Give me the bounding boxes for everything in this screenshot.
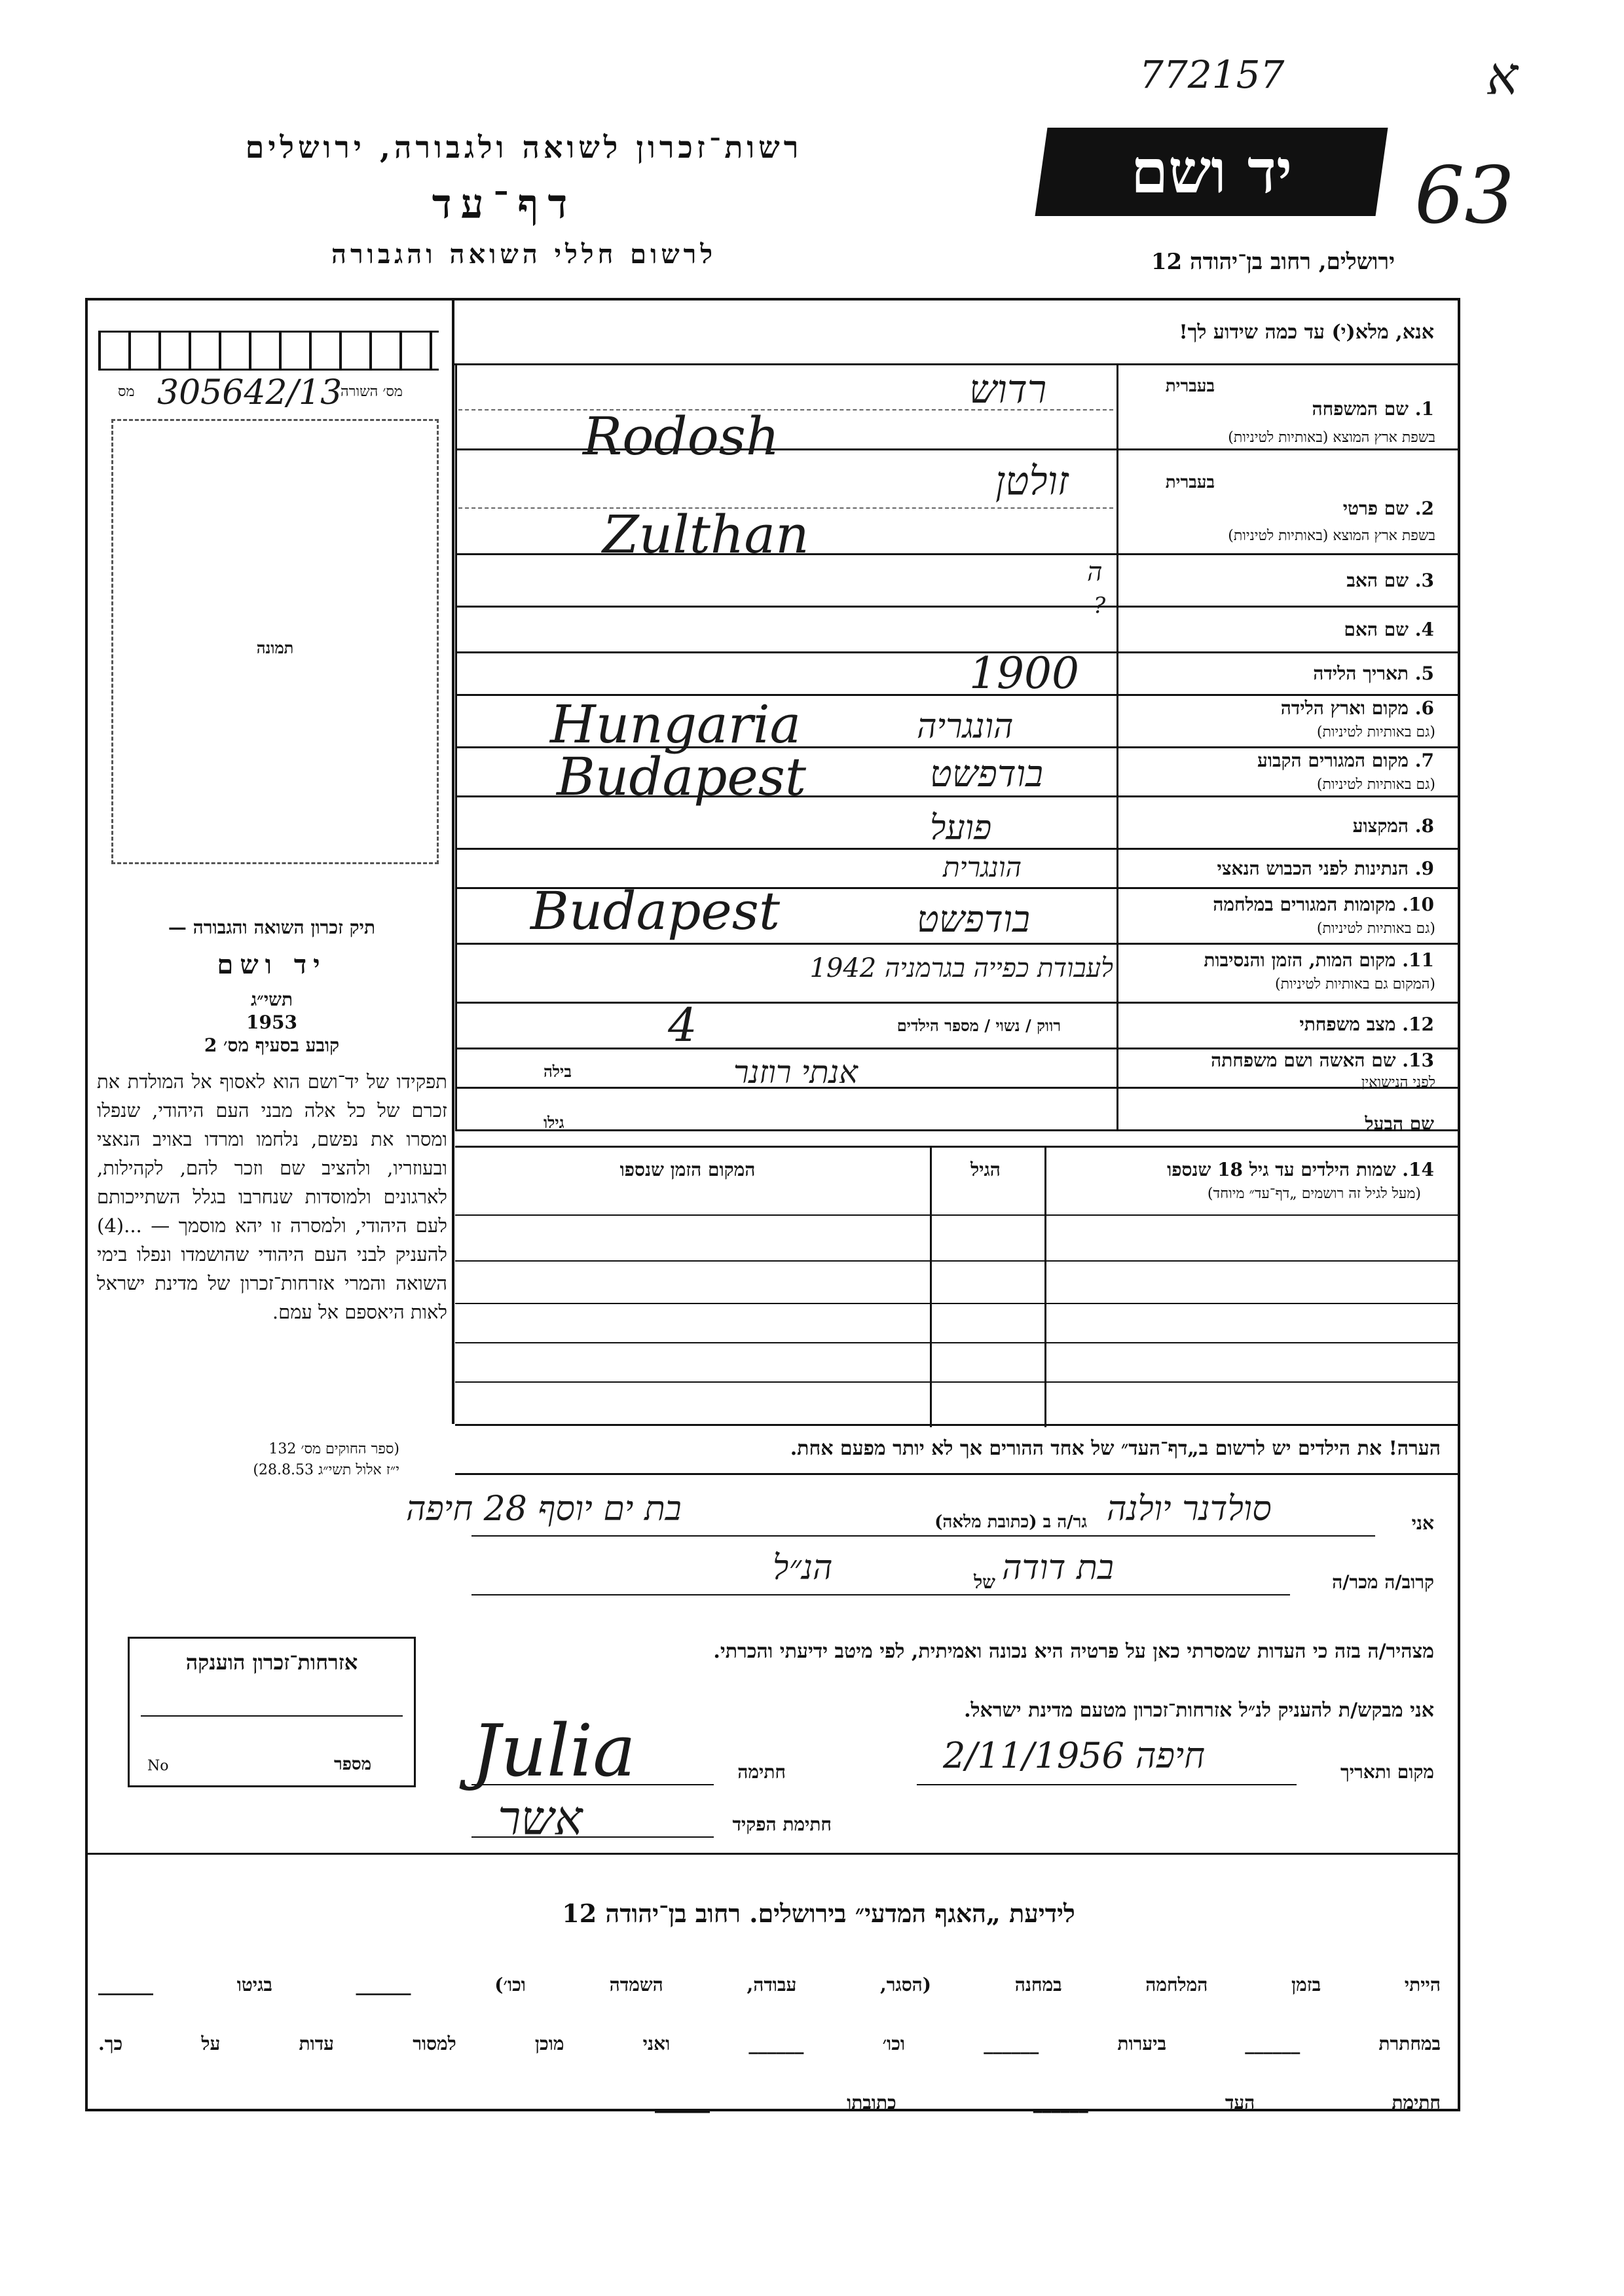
citizenship-box-title: אזרחות־זכרון הוענקה	[185, 1650, 358, 1675]
citizenship-box-prefix: No	[147, 1758, 169, 1774]
field-6-label: 6. מקום וארץ הלידה	[1280, 697, 1434, 719]
children-label: 14. שמות הילדים עד גיל 18 שנספו	[1167, 1159, 1434, 1180]
children-col-place: המקום הזמן שנספו	[619, 1159, 756, 1180]
signature-label: חתימה	[737, 1761, 786, 1783]
law-ref2: י״ז אלול תשי״ג 28.8.53)	[253, 1462, 399, 1478]
field-6-heb-value: הונגריה	[917, 707, 1014, 746]
officer-label: חתימת הפקיד	[732, 1813, 832, 1835]
citizenship-request: אני מבקש/ת להעניק לנ״ל אזרחות־זכרון מטעם מדינת ישראל.	[964, 1699, 1434, 1722]
declarant-name-label: אני	[1411, 1512, 1434, 1534]
form-title: דף־עד	[432, 180, 577, 228]
law-ref1: (ספר החוקים מס׳ 132	[268, 1441, 399, 1457]
field-1-heb-tag: בעברית	[1165, 376, 1215, 396]
stamp-line2: יד ושם	[217, 949, 327, 980]
field-7-sub: (גם באותיות לטיניות)	[1316, 776, 1435, 793]
field-10-label: 10. מקומות המגורים במלחמה	[1213, 894, 1434, 915]
citizenship-box-number-label: מספר	[334, 1755, 372, 1774]
field-7-label: 7. מקום המגורים הקבוע	[1257, 750, 1434, 771]
field-2-heb-tag: בעברית	[1165, 473, 1215, 492]
field-6-latin-value: Hungaria	[550, 694, 802, 755]
place-date-label: מקום ותאריך	[1340, 1761, 1434, 1783]
address: ירושלים, רחוב בן־יהודה 12	[1151, 249, 1395, 275]
field-7-latin-value: Budapest	[557, 746, 806, 807]
relation-of-value: הנ״ל	[773, 1548, 833, 1588]
relation-value: בת דודה	[1002, 1548, 1114, 1588]
children-sub: (מעל לגיל זה רושמים „דף־עד״ מיוחד)	[1207, 1186, 1421, 1202]
stamp-line5: קובע בסעיף מס׳ 2	[204, 1034, 340, 1056]
institution-name: רשות־זכרון לשואה ולגבורה, ירושלים	[245, 130, 803, 165]
field-2-sub: בשפת ארץ המוצא (באותיות לטיניות)	[1228, 528, 1435, 544]
field-5-label: 5. תאריך הלידה	[1313, 663, 1434, 684]
field-9-value: הונגרית	[943, 851, 1022, 883]
form-subtitle: לרשום חללי השואה והגבורה	[331, 239, 717, 270]
field-2-latin-value: Zulthan	[602, 504, 809, 565]
field-3-value: ה	[1087, 557, 1103, 587]
field-5-value: 1900	[969, 648, 1079, 699]
field-9-label: 9. הנתינות לפני הכבוש הנאצי	[1217, 858, 1434, 879]
law-text: תפקידו של יד־ושם הוא לאסוף אל המולדת את זכרם של כל אלה מבני העם היהודי, שנפלו ומסרו את נפשם, נלחמו ומרדו באויב הנאצי ובעוזריו, ולהציב שם וזכר להם, לקהילות, לארגונים ולמוסדות שנחרבו בגלל השתייכותם לעם היהודי, ולמסרה זו יהא מוסמך — ...(4) להעניק לבני העם היהודי שהושמדו ונפלו בימי השואה והמרי אזרחות־זכרון של מדינת ישראל לאות היאספם אל עמם.	[97, 1070, 447, 1323]
field-10-latin-value: Budapest	[530, 881, 780, 941]
relation-label: קרוב/ה מכר/ה	[1332, 1571, 1434, 1593]
stamp-line4: 1953	[246, 1011, 297, 1033]
field-11-sub: (המקום גם באותיות לטיניות)	[1275, 976, 1435, 993]
officer-signature: אשר	[498, 1791, 583, 1846]
relation-of-label: של	[974, 1571, 995, 1593]
declarant-address: בת ים יוסף 28 חיפה	[406, 1489, 682, 1529]
children-col-age: הגיל	[970, 1159, 1001, 1180]
field-4-value: ?	[1094, 592, 1106, 619]
instruction: אנא, מלא(י) עד כמה שידוע לך!	[1179, 321, 1434, 344]
field-8-value: פועל	[930, 809, 992, 848]
field-2-label: 2. שם פרטי	[1342, 498, 1434, 519]
field-13-tag: בילה	[544, 1062, 572, 1081]
field-13-sub: לפני הנישואין	[1361, 1074, 1435, 1091]
file-ticks	[98, 331, 439, 371]
corner-mark: א	[1486, 46, 1519, 107]
field-6-sub: (גם באותיות לטיניות)	[1316, 724, 1435, 740]
yad-vashem-logo: יד ושם	[1035, 128, 1388, 216]
stamp-line3: תשי״ג	[250, 989, 293, 1010]
file-number-label: מס׳ השורה	[341, 384, 403, 400]
field-12-label: 12. מצב משפחתי	[1299, 1013, 1434, 1035]
field-7-heb-value: בודפשט	[930, 753, 1044, 795]
field-11-label: 11. מקום המות, הזמן והנסיבות	[1204, 949, 1434, 971]
field-12-value: 4	[668, 998, 697, 1052]
field-10-heb-value: בודפשט	[917, 898, 1031, 941]
declaration: מצהיר/ה בזה כי העדות שמסרתי כאן על פרטיה היא נכונה ואמיתית, לפי מיטב ידיעתי והכרתי.	[713, 1640, 1434, 1663]
husband-tag: גילו	[544, 1113, 564, 1132]
file-number: 305642/13	[157, 373, 342, 412]
bottom-line2: במחתרת ______ ביערות ______ וכו׳ ______ ואני מוכן למסור עדות על כך.	[98, 2033, 1441, 2054]
field-4-label: 4. שם האם	[1344, 619, 1434, 640]
field-12-options: רווק / נשוי / מספר הילדים	[896, 1016, 1061, 1035]
bottom-heading: לידיעת „האגף המדעי״ בירושלים. רחוב בן־יהודה 12	[562, 1899, 1075, 1928]
place-date: חיפה 2/11/1956	[943, 1735, 1206, 1776]
archive-number: 772157	[1139, 52, 1285, 97]
bottom-line1: הייתי בזמן המלחמה במחנה (הסגר, עבודה, השמדה וכו׳) ______ בגיטו ______	[98, 1974, 1441, 1995]
field-1-sub: בשפת ארץ המוצא (באותיות לטיניות)	[1228, 429, 1435, 446]
field-8-label: 8. המקצוע	[1352, 815, 1434, 837]
field-2-heb-value: זולטן	[995, 458, 1069, 504]
field-3-label: 3. שם האב	[1346, 570, 1434, 591]
note: הערה! את הילדים יש לרשום ב„דף־העד״ של אחד ההורים אך לא יותר מפעם אחת.	[790, 1437, 1441, 1460]
file-number-prefix: מס	[118, 384, 135, 400]
field-1-label: 1. שם המשפחה	[1312, 398, 1434, 420]
stamp-line1: תיק זכרון השואה והגבורה —	[168, 917, 376, 938]
bottom-line3: חתימת העד ______ כתובתו ______	[655, 2092, 1441, 2113]
field-1-latin-value: Rodosh	[583, 406, 780, 467]
field-1-heb-value: רדוש	[969, 367, 1047, 412]
field-11-value: לעבודת כפייה בגרמניה 1942	[809, 953, 1113, 983]
page-number: 63	[1414, 151, 1515, 242]
field-10-sub: (גם באותיות לטיניות)	[1316, 920, 1435, 937]
photo-label: תמונה	[256, 638, 294, 657]
field-13-value: אנתי רוזנר	[733, 1054, 858, 1091]
signature: Julia	[471, 1709, 636, 1793]
field-13-label: 13. שם האשה ושם משפחתה	[1211, 1049, 1434, 1071]
declarant-name: סולדנר יולנה	[1107, 1489, 1272, 1529]
husband-label: שם הבעל	[1365, 1113, 1434, 1135]
declarant-address-label: גר/ה ב (כתובת מלאה)	[934, 1512, 1087, 1532]
